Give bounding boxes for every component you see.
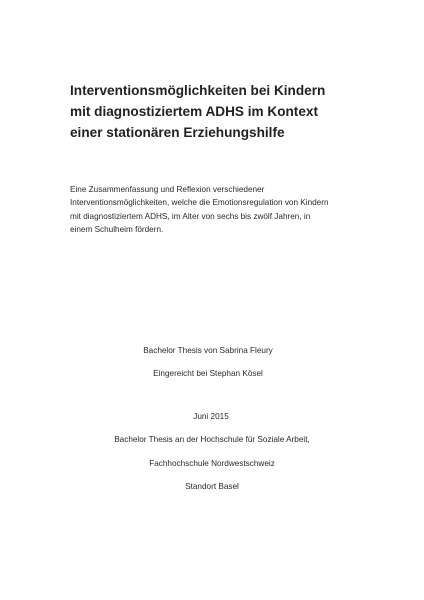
- advisor-line: Eingereicht bei Stephan Kösel: [153, 369, 263, 378]
- title-line: mit diagnostiziertem ADHS im Kontext: [70, 104, 318, 119]
- date-line: Juni 2015: [193, 412, 229, 421]
- title-line: einer stationären Erziehungshilfe: [70, 125, 285, 140]
- subtitle-line: Eine Zusammenfassung und Reflexion verschiedener: [70, 185, 265, 194]
- subtitle-line: einem Schulheim fördern.: [70, 225, 164, 235]
- subtitle-line: Interventionsmöglichkeiten, welche die Emotionsregulation von Kindern: [70, 198, 329, 208]
- institution-line: Fachhochschule Nordwestschweiz: [149, 459, 275, 468]
- title-line: Interventionsmöglichkeiten bei Kindern: [70, 83, 326, 98]
- school-line: Bachelor Thesis an der Hochschule für Soziale Arbeit,: [114, 435, 310, 444]
- author-line: Bachelor Thesis von Sabrina Fleury: [143, 346, 273, 355]
- thesis-title: [70, 80, 370, 143]
- thesis-subtitle: [70, 183, 370, 237]
- subtitle-line: mit diagnostiziertem ADHS, im Alter von sechs bis zwölf Jahren, in: [70, 211, 311, 221]
- location-line: Standort Basel: [185, 482, 239, 491]
